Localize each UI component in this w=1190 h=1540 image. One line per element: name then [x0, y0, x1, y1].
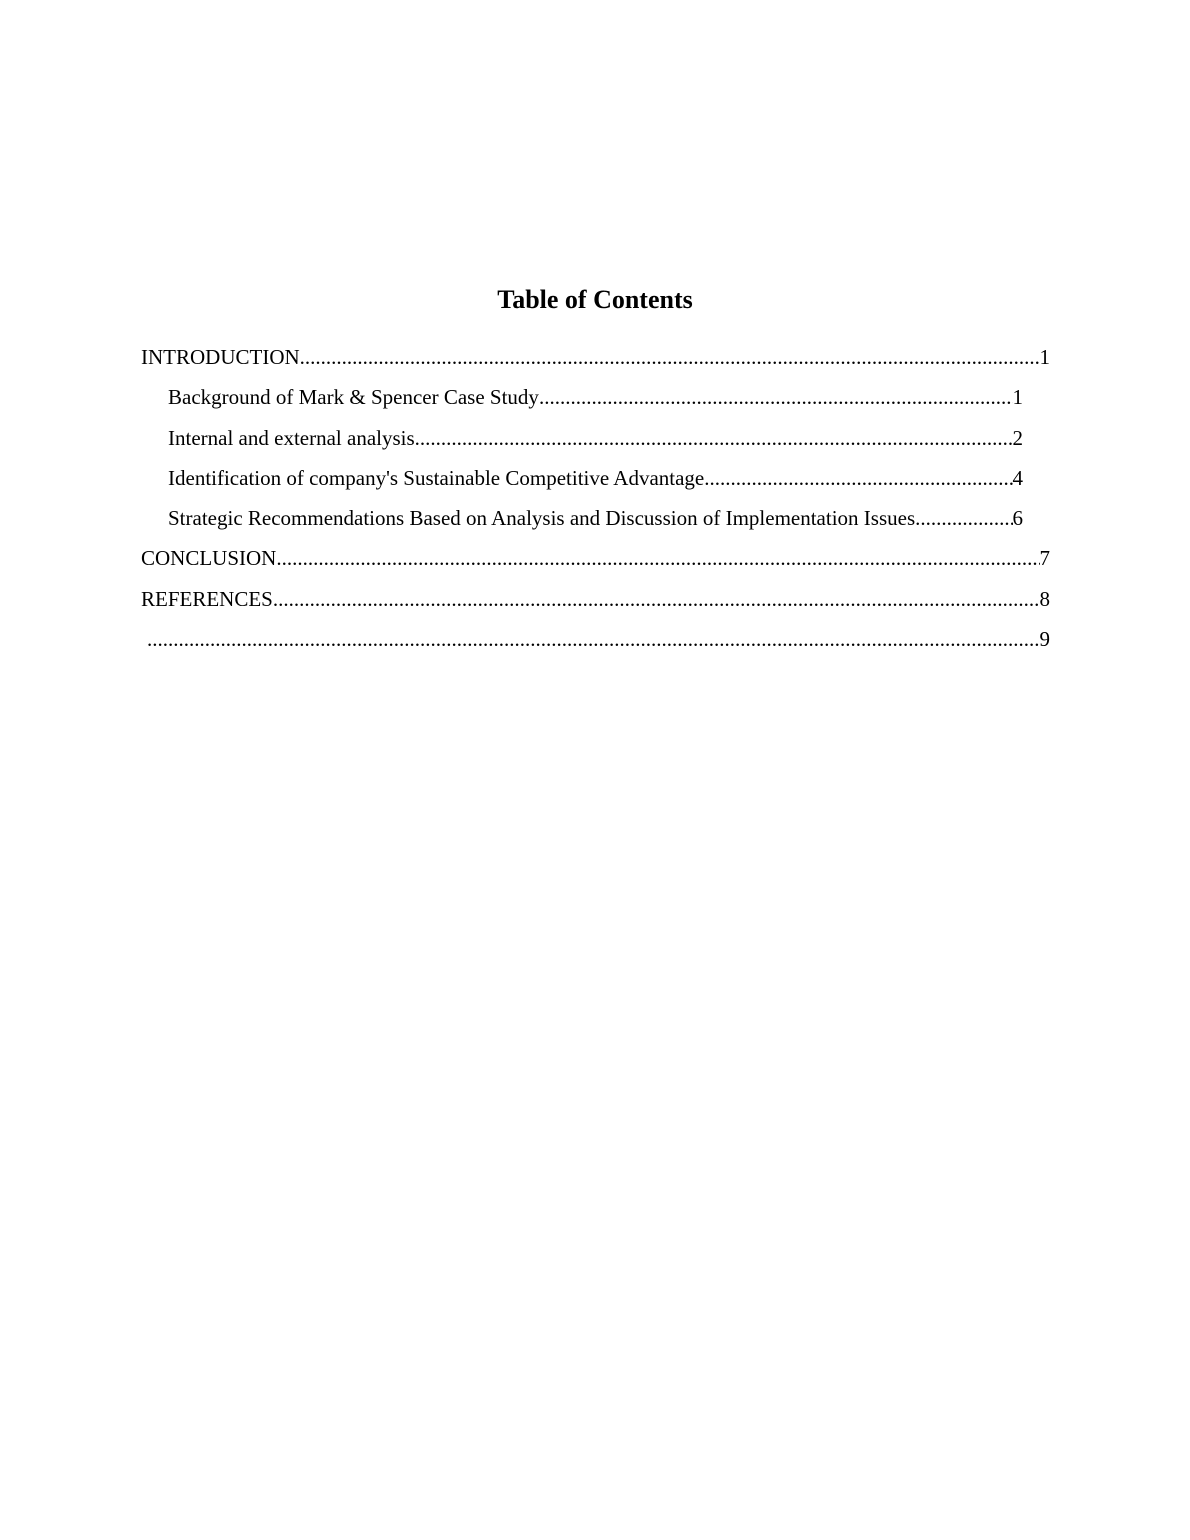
toc-dot-leader [539, 382, 1013, 412]
toc-entry-text: Strategic Recommendations Based on Analysis and Discussion of Implementation Issues [168, 506, 916, 530]
toc-entry-strategic-recommendations[interactable] [168, 503, 1023, 533]
toc-entry-text: Background of Mark & Spencer Case Study [168, 385, 539, 409]
toc-page-number: 7 [1039, 546, 1050, 570]
toc-entry-internal-external-analysis[interactable] [168, 423, 1023, 453]
toc-page-number: 1 [1012, 385, 1023, 409]
toc-entry-references[interactable] [141, 584, 1050, 614]
toc-page-number: 6 [1012, 506, 1023, 530]
toc-page-number: 1 [1039, 345, 1050, 369]
toc-page-number: 2 [1012, 426, 1023, 450]
toc-dot-leader [300, 342, 1040, 372]
toc-entry-text: REFERENCES [141, 587, 273, 611]
toc-dot-leader [276, 543, 1039, 573]
toc-dot-leader [273, 584, 1040, 614]
toc-entry-text: Identification of company's Sustainable Competitive Advantage [168, 466, 705, 490]
toc-entry-background[interactable] [168, 382, 1023, 412]
toc-page-number: 4 [1012, 466, 1023, 490]
toc-entry-competitive-advantage[interactable] [168, 463, 1023, 493]
toc-dot-leader [704, 463, 1012, 493]
toc-page-number: 9 [1039, 627, 1050, 651]
toc-entry-text: CONCLUSION [141, 546, 277, 570]
toc-title: Table of Contents [497, 285, 693, 314]
toc-dot-leader [415, 423, 1013, 453]
toc-entry-text: Internal and external analysis [168, 426, 415, 450]
toc-dot-leader [147, 624, 1040, 654]
toc-entry-conclusion[interactable] [141, 543, 1050, 573]
toc-entry-untitled[interactable] [141, 624, 1050, 654]
toc-entry-text: INTRODUCTION [141, 345, 300, 369]
toc-entry-introduction[interactable] [141, 342, 1050, 372]
toc-dot-leader [915, 503, 1012, 533]
toc-page-number: 8 [1039, 587, 1050, 611]
